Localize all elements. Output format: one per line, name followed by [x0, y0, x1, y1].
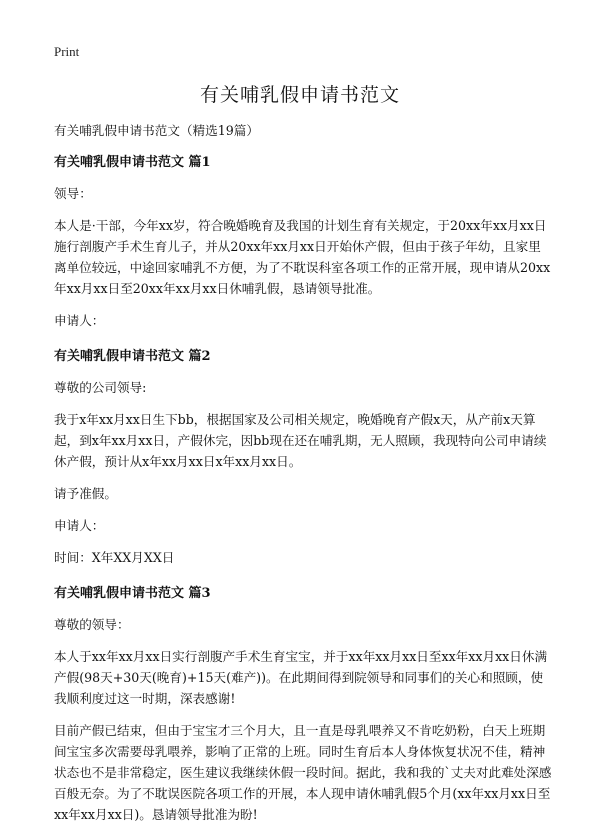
document-subtitle: 有关哺乳假申请书范文（精选19篇） [54, 123, 259, 138]
page-title: 有关哺乳假申请书范文 [199, 84, 400, 106]
paragraph: 目前产假已结束，但由于宝宝才三个月大，且一直是母乳喂养又不肯吃奶粉，白天上班期间宝宝多次需要母乳喂养，影响了正常的上班。同时生育后本人身体恢复状况不佳，精神状态也不是非常稳定，医生建议我继续休假一段时间。据此，我和我的`丈夫对此难处深感百般无奈。为了不耽误医院各项工作的开展，本人现申请休哺乳假5个月(xx年xx月xx日至xx年xx月xx日)。恳请领导批准为盼! [54, 723, 552, 822]
applicant-line: 申请人： [54, 313, 105, 328]
section-2 [54, 347, 552, 568]
section-heading: 有关哺乳假申请书范文 篇2 [54, 349, 211, 364]
document-body [54, 120, 552, 836]
date-line: 时间：X年XX月XX日 [54, 550, 175, 565]
salutation: 尊敬的公司领导: [54, 380, 147, 395]
paragraph: 本人于xx年xx月xx日实行剖腹产手术生育宝宝，并于xx年xx月xx日至xx年xx月xx日休满产假(98天+30天(晚育)+15天(难产))。在此期间得到院领导和同事们的关心和照顾，使我顺利度过这一时期，深表感谢! [54, 649, 548, 706]
section-1 [54, 153, 552, 331]
section-heading: 有关哺乳假申请书范文 篇1 [54, 155, 211, 170]
request-line: 请予准假。 [54, 486, 117, 501]
salutation: 尊敬的领导： [54, 617, 130, 632]
print-link[interactable]: Print [54, 44, 80, 59]
paragraph: 我于x年xx月xx日生下bb，根据国家及公司相关规定，晚婚晚育产假x天，从产前x天算起，到x年xx月xx日，产假休完，因bb现在还在哺乳期，无人照顾，我现特向公司申请续休产假，预计从x年xx月xx日x年xx月xx日。 [54, 412, 547, 469]
paragraph: 本人是·干部，今年xx岁，符合晚婚晚育及我国的计划生育有关规定，于20xx年xx月xx日施行剖腹产手术生育儿子，并从20xx年xx月xx日开始休产假，但由于孩子年幼，且家里离单位较远，中途回家哺乳不方便，为了不耽误科室各项工作的正常开展，现申请从20xx年xx月xx日至20xx年xx月xx日休哺乳假，恳请领导批准。 [54, 218, 551, 296]
section-heading: 有关哺乳假申请书范文 篇3 [54, 586, 211, 601]
applicant-line: 申请人： [54, 518, 105, 533]
section-3 [54, 584, 552, 825]
salutation: 领导： [54, 186, 92, 201]
